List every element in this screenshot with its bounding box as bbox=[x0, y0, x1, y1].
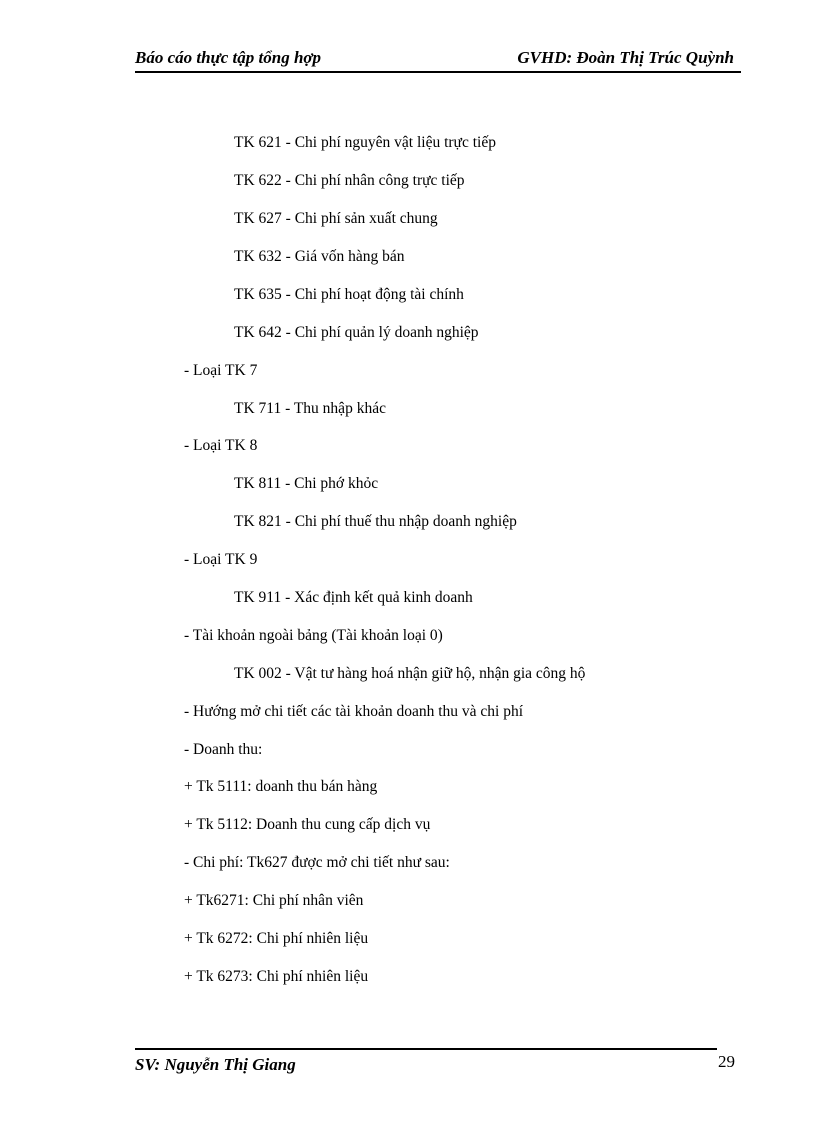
text-line: TK 911 - Xác định kết quả kinh doanh bbox=[234, 589, 473, 606]
header-rule bbox=[135, 71, 741, 73]
text-line: - Chi phí: Tk627 được mở chi tiết như sau: bbox=[184, 854, 450, 871]
text-line: + Tk 6272: Chi phí nhiên liệu bbox=[184, 930, 369, 947]
text-line: TK 821 - Chi phí thuế thu nhập doanh nghiệp bbox=[234, 513, 517, 530]
text-line: TK 811 - Chi phớ khỏc bbox=[234, 475, 379, 492]
text-line: - Loại TK 9 bbox=[184, 551, 258, 568]
supervisor-name: GVHD: Đoàn Thị Trúc Quỳnh bbox=[517, 48, 734, 67]
student-name: SV: Nguyễn Thị Giang bbox=[135, 1055, 296, 1074]
footer-rule bbox=[135, 1048, 717, 1050]
text-line: TK 642 - Chi phí quản lý doanh nghiệp bbox=[234, 324, 479, 341]
text-line: - Tài khoản ngoài bảng (Tài khoản loại 0) bbox=[184, 627, 443, 644]
text-line: TK 621 - Chi phí nguyên vật liệu trực tiếp bbox=[234, 134, 496, 151]
text-line: - Loại TK 7 bbox=[184, 362, 258, 379]
text-line: + Tk 5112: Doanh thu cung cấp dịch vụ bbox=[184, 816, 431, 833]
report-title: Báo cáo thực tập tổng hợp bbox=[135, 48, 322, 67]
text-line: TK 002 - Vật tư hàng hoá nhận giữ hộ, nhận gia công hộ bbox=[234, 665, 586, 682]
page-header bbox=[135, 48, 740, 72]
text-line: - Hướng mở chi tiết các tài khoản doanh thu và chi phí bbox=[184, 703, 524, 720]
page-number: 29 bbox=[718, 1052, 735, 1071]
text-line: TK 635 - Chi phí hoạt động tài chính bbox=[234, 286, 464, 303]
text-line: + Tk6271: Chi phí nhân viên bbox=[184, 892, 364, 909]
text-line: + Tk 5111: doanh thu bán hàng bbox=[184, 778, 378, 795]
text-line: + Tk 6273: Chi phí nhiên liệu bbox=[184, 968, 369, 985]
text-line: - Loại TK 8 bbox=[184, 437, 258, 454]
text-line: - Doanh thu: bbox=[184, 741, 263, 758]
text-line: TK 622 - Chi phí nhân công trực tiếp bbox=[234, 172, 465, 189]
text-line: TK 632 - Giá vốn hàng bán bbox=[234, 248, 405, 265]
text-line: TK 711 - Thu nhập khác bbox=[234, 400, 386, 417]
text-line: TK 627 - Chi phí sản xuất chung bbox=[234, 210, 438, 227]
